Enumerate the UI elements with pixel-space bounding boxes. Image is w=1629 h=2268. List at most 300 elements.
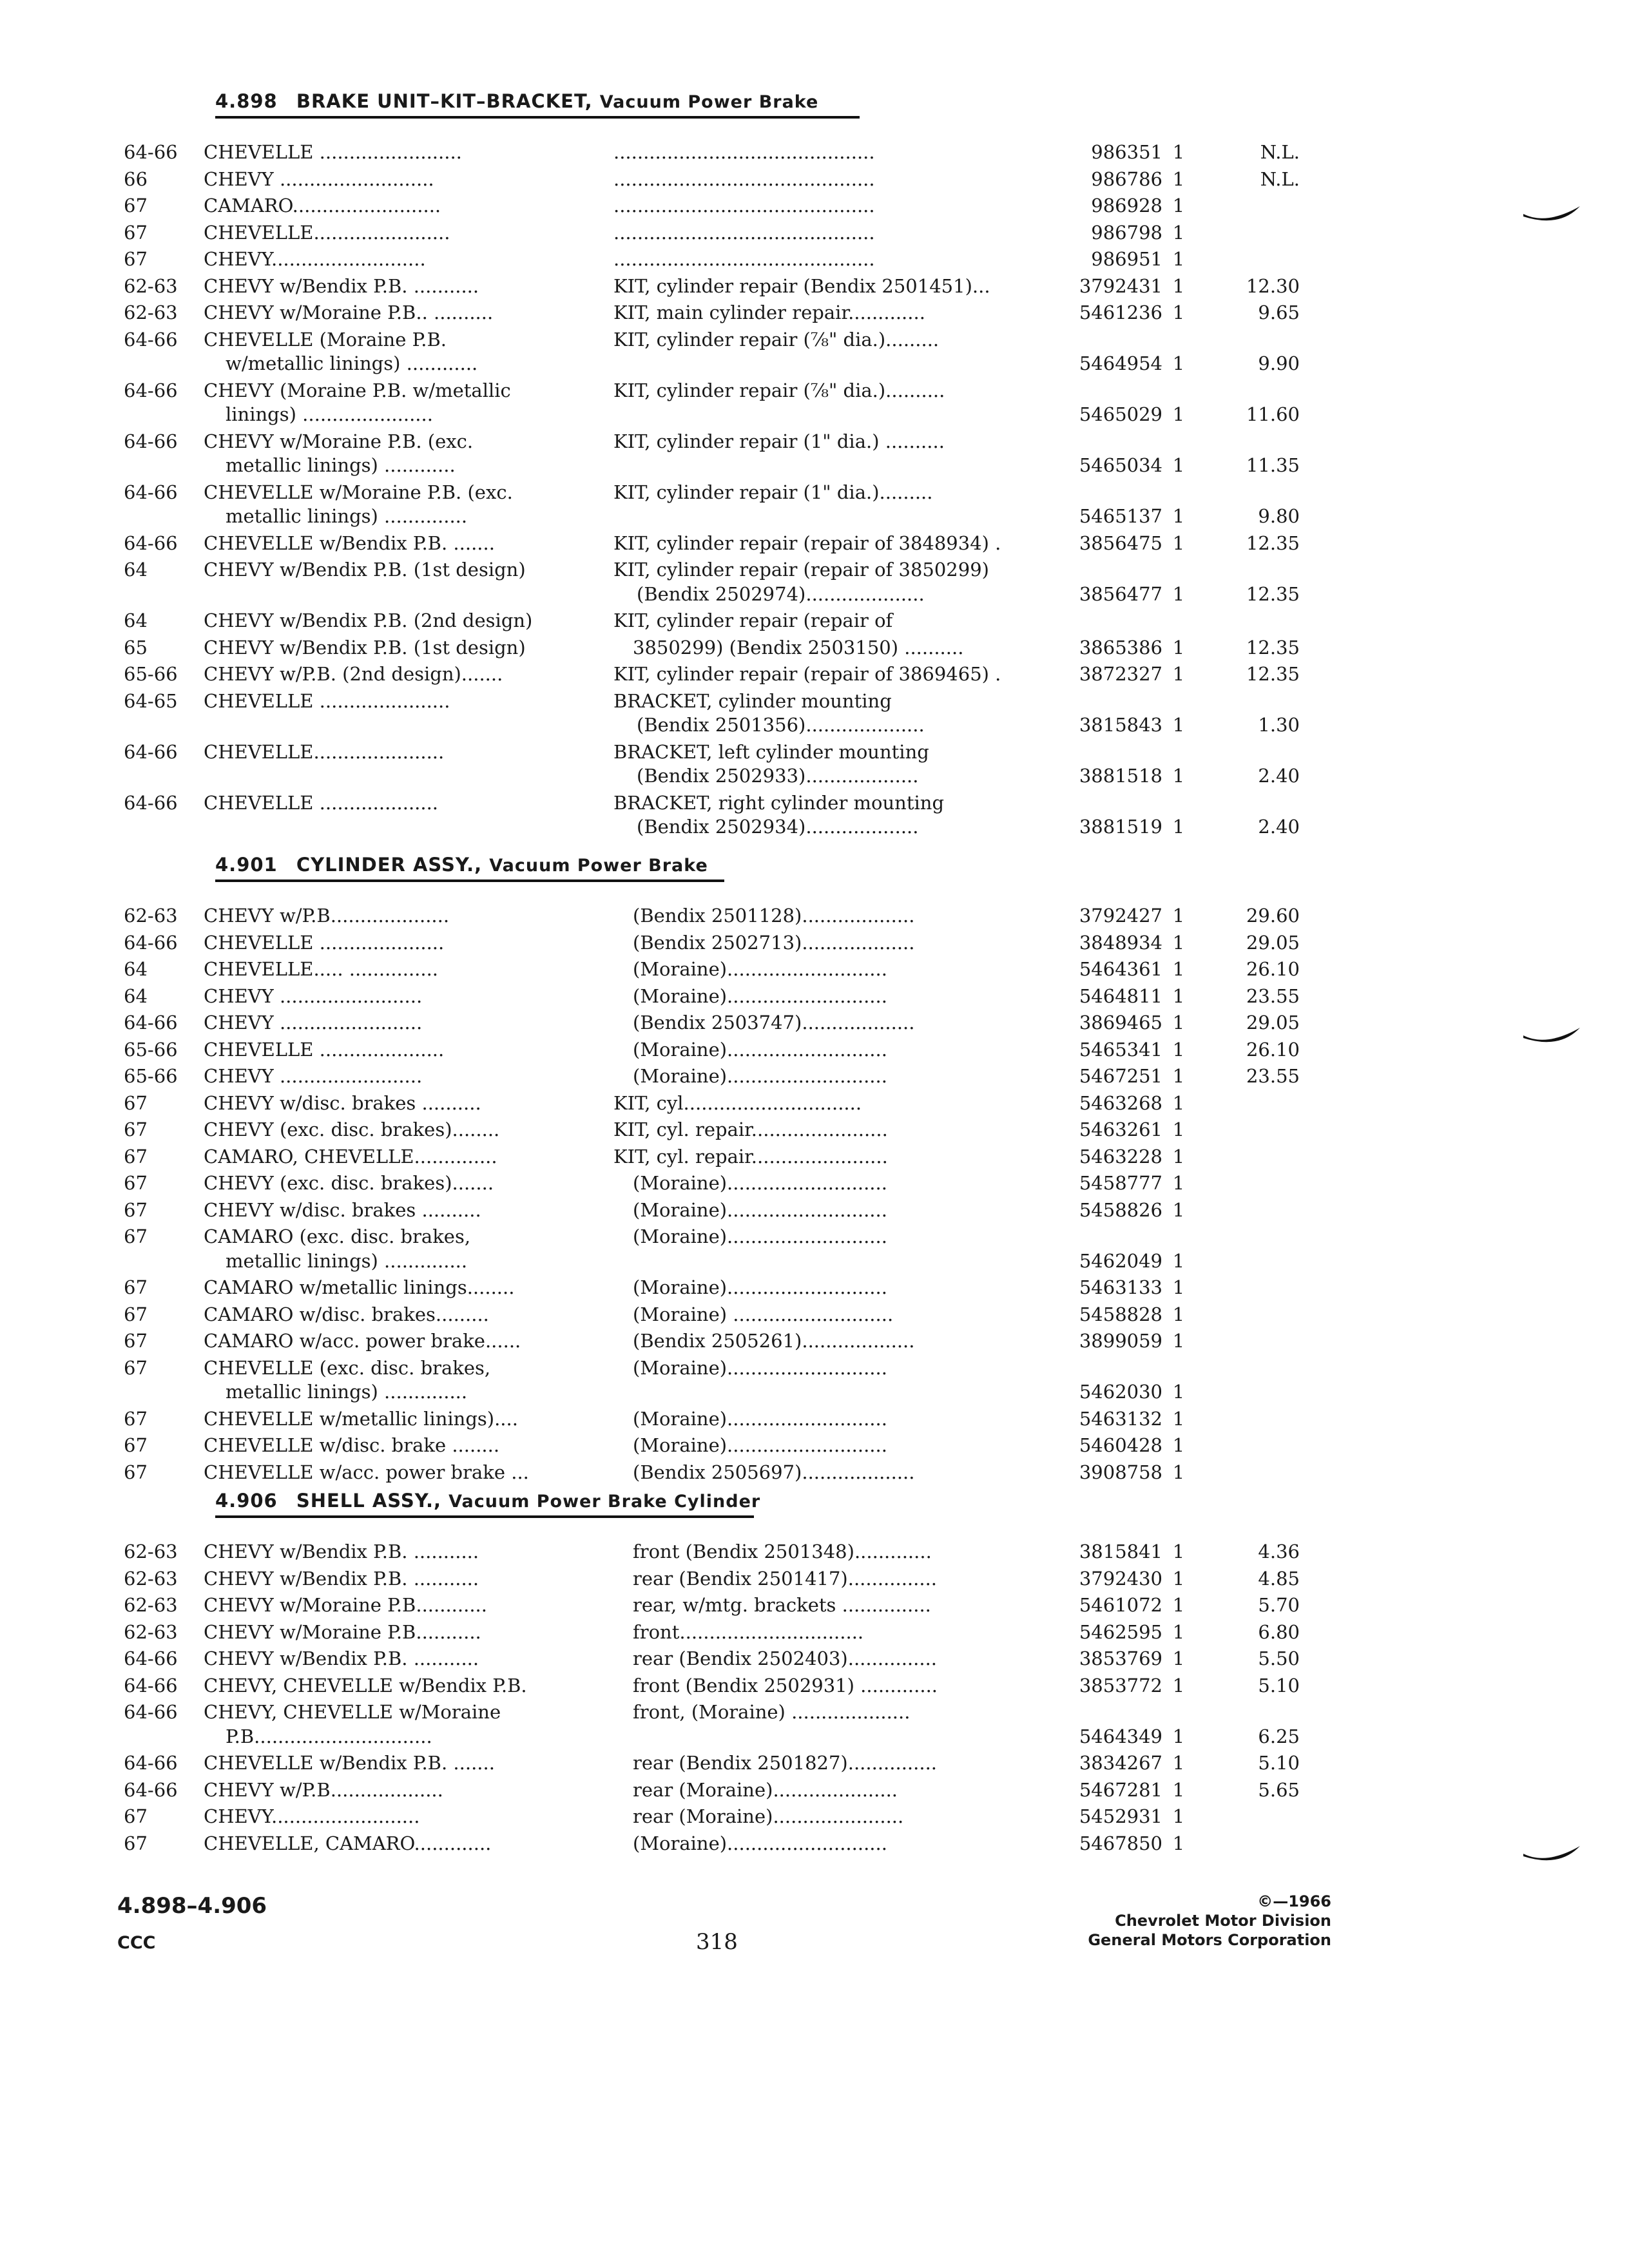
table-row bbox=[117, 904, 1303, 931]
part-number-cell: 3792431 bbox=[1079, 274, 1162, 297]
model-cell bbox=[204, 1064, 590, 1089]
table-row bbox=[117, 1700, 1303, 1751]
description-cell bbox=[613, 481, 1148, 505]
model-line: CHEVY w/Bendix P.B. (1st design) bbox=[204, 636, 526, 658]
year-cell: 64-66 bbox=[124, 481, 178, 503]
quantity-cell: 1 bbox=[1172, 931, 1185, 954]
part-number-cell: 3872327 bbox=[1079, 663, 1162, 685]
quantity-cell: 1 bbox=[1172, 248, 1185, 270]
description-line: rear (Bendix 2502403)............... bbox=[633, 1648, 938, 1669]
model-line: CHEVY ........................ bbox=[204, 1012, 423, 1033]
description-line: KIT, cylinder repair (repair of 3850299) bbox=[613, 559, 989, 581]
model-line: CHEVY w/Bendix P.B. (2nd design) bbox=[204, 610, 533, 631]
part-number-cell: 5463228 bbox=[1079, 1145, 1162, 1168]
year-cell: 62-63 bbox=[124, 1594, 178, 1616]
quantity-cell: 1 bbox=[1172, 985, 1185, 1007]
model-cell bbox=[204, 1407, 590, 1432]
part-number-cell: 3881519 bbox=[1079, 816, 1162, 838]
quantity-cell: 1 bbox=[1172, 195, 1185, 216]
description-line: BRACKET, cylinder mounting bbox=[613, 689, 892, 712]
table-row bbox=[117, 481, 1303, 532]
model-line: metallic linings) .............. bbox=[226, 1249, 468, 1272]
year-cell: 67 bbox=[124, 248, 148, 270]
model-line: CHEVY w/Bendix P.B. ........... bbox=[204, 274, 479, 297]
year-cell: 64-66 bbox=[124, 1648, 178, 1669]
model-line: CHEVY, CHEVELLE w/Moraine bbox=[204, 1701, 501, 1723]
table-row bbox=[117, 1011, 1303, 1038]
table-row bbox=[117, 301, 1303, 328]
model-cell bbox=[204, 931, 590, 956]
section-title: BRAKE UNIT–KIT–BRACKET, bbox=[296, 90, 593, 112]
model-cell bbox=[204, 274, 590, 299]
description-line: KIT, cylinder repair (1" dia.)......... bbox=[613, 481, 933, 503]
year-cell: 67 bbox=[124, 1434, 148, 1456]
quantity-cell: 1 bbox=[1172, 1594, 1185, 1616]
price-cell: 9.90 bbox=[1258, 352, 1300, 374]
table-row bbox=[117, 1567, 1303, 1594]
description-line: front............................... bbox=[633, 1620, 864, 1643]
model-line: CHEVY w/Moraine P.B........... bbox=[204, 1620, 481, 1643]
quantity-cell: 1 bbox=[1172, 663, 1185, 685]
table-row bbox=[117, 1434, 1303, 1461]
model-cell bbox=[204, 1198, 590, 1223]
part-number-cell: 3856475 bbox=[1079, 532, 1162, 554]
quantity-cell: 1 bbox=[1172, 1832, 1185, 1854]
price-cell: 12.35 bbox=[1246, 663, 1300, 685]
year-cell: 64-66 bbox=[124, 791, 178, 814]
model-cell bbox=[204, 194, 590, 218]
model-line: metallic linings) .............. bbox=[226, 505, 468, 527]
table-row bbox=[117, 1751, 1303, 1778]
part-number-cell: 3815843 bbox=[1079, 714, 1162, 736]
table-row bbox=[117, 1276, 1303, 1303]
parts-table bbox=[117, 140, 1303, 842]
quantity-cell: 1 bbox=[1172, 1249, 1185, 1272]
model-line: metallic linings) .............. bbox=[226, 1381, 468, 1403]
description-cell bbox=[613, 379, 1148, 403]
model-cell bbox=[204, 1434, 590, 1458]
part-number-cell: 3908758 bbox=[1079, 1461, 1162, 1483]
quantity-cell: 1 bbox=[1172, 1752, 1185, 1774]
model-line: CAMARO w/acc. power brake...... bbox=[204, 1330, 521, 1352]
model-line: CHEVY w/Bendix P.B. ........... bbox=[204, 1648, 479, 1669]
model-cell bbox=[204, 1778, 590, 1803]
model-line: CHEVY w/Bendix P.B. ........... bbox=[204, 1567, 479, 1590]
section-brake-unit-kit-bracket bbox=[117, 90, 1303, 838]
description-line: KIT, cylinder repair (⅞" dia.).......... bbox=[613, 379, 945, 401]
description-line: KIT, cylinder repair (1" dia.) .......... bbox=[613, 430, 945, 452]
copyright: ©—1966 bbox=[1257, 1892, 1331, 1910]
quantity-cell: 1 bbox=[1172, 1434, 1185, 1456]
description-line: BRACKET, right cylinder mounting bbox=[613, 791, 945, 814]
model-line: CHEVY (exc. disc. brakes)........ bbox=[204, 1119, 500, 1140]
description-line: (Moraine)........................... bbox=[633, 985, 887, 1007]
table-row bbox=[117, 1647, 1303, 1674]
model-line: CHEVELLE ..................... bbox=[204, 931, 445, 954]
model-cell bbox=[204, 740, 590, 765]
description-line: (Moraine)........................... bbox=[633, 958, 887, 980]
model-line: CHEVELLE..... ............... bbox=[204, 958, 439, 980]
model-cell bbox=[204, 532, 590, 556]
table-row bbox=[117, 532, 1303, 559]
table-row bbox=[117, 1303, 1303, 1330]
part-number-cell: 5452931 bbox=[1079, 1805, 1162, 1827]
model-cell bbox=[204, 558, 590, 582]
section-number: 4.906 bbox=[215, 1490, 278, 1512]
part-number-cell: 3865386 bbox=[1079, 636, 1162, 658]
model-line: CHEVELLE w/acc. power brake ... bbox=[204, 1461, 529, 1483]
quantity-cell: 1 bbox=[1172, 168, 1185, 190]
part-number-cell: 3848934 bbox=[1079, 931, 1162, 954]
model-line: CHEVELLE w/disc. brake ........ bbox=[204, 1434, 500, 1456]
description-line: front, (Moraine) .................... bbox=[633, 1701, 911, 1723]
model-line: CHEVY......................... bbox=[204, 1805, 420, 1827]
model-line: CHEVELLE w/Bendix P.B. ....... bbox=[204, 1752, 495, 1774]
model-cell bbox=[204, 957, 590, 982]
section-underline bbox=[215, 879, 724, 882]
year-cell: 62-63 bbox=[124, 302, 178, 323]
table-row bbox=[117, 1145, 1303, 1172]
model-cell bbox=[204, 1700, 590, 1749]
price-cell: 2.40 bbox=[1258, 816, 1300, 838]
description-line: (Moraine)........................... bbox=[633, 1065, 887, 1087]
year-cell: 67 bbox=[124, 1091, 148, 1114]
table-row bbox=[117, 609, 1303, 636]
table-row bbox=[117, 1778, 1303, 1805]
section-number: 4.898 bbox=[215, 90, 278, 112]
model-cell bbox=[204, 1567, 590, 1591]
model-cell bbox=[204, 1540, 590, 1564]
part-number-cell: 986798 bbox=[1091, 221, 1162, 244]
description-line: rear (Bendix 2501827)............... bbox=[633, 1752, 938, 1774]
model-cell bbox=[204, 1751, 590, 1776]
quantity-cell: 1 bbox=[1172, 1038, 1185, 1061]
year-cell: 67 bbox=[124, 1172, 148, 1194]
model-cell bbox=[204, 904, 590, 928]
part-number-cell: 986928 bbox=[1091, 195, 1162, 216]
model-line: CHEVY w/Bendix P.B. ........... bbox=[204, 1541, 479, 1562]
year-cell: 64-66 bbox=[124, 1674, 178, 1696]
year-cell: 67 bbox=[124, 1832, 148, 1854]
model-cell bbox=[204, 1145, 590, 1169]
part-number-cell: 5463261 bbox=[1079, 1119, 1162, 1140]
model-line: CHEVY w/disc. brakes .......... bbox=[204, 1198, 481, 1221]
quantity-cell: 1 bbox=[1172, 1407, 1185, 1430]
model-cell bbox=[204, 791, 590, 816]
description-line: front (Bendix 2501348)............. bbox=[633, 1541, 932, 1562]
description-line: (Bendix 2503747)................... bbox=[633, 1012, 915, 1033]
part-number-cell: 5464349 bbox=[1079, 1725, 1162, 1747]
year-cell: 64-66 bbox=[124, 430, 178, 452]
quantity-cell: 1 bbox=[1172, 582, 1185, 605]
quantity-cell: 1 bbox=[1172, 1091, 1185, 1114]
page-code: CCC bbox=[117, 1933, 156, 1953]
price-cell: 23.55 bbox=[1246, 985, 1300, 1007]
model-line: CHEVY w/P.B.................... bbox=[204, 905, 450, 927]
description-line: (Moraine)........................... bbox=[633, 1225, 887, 1247]
description-line: (Bendix 2505261)................... bbox=[633, 1330, 915, 1352]
table-row bbox=[117, 1329, 1303, 1356]
model-line: CHEVELLE w/Bendix P.B. ....... bbox=[204, 532, 495, 554]
description-line: (Bendix 2501356).................... bbox=[637, 714, 925, 736]
part-number-cell: 5463133 bbox=[1079, 1276, 1162, 1298]
quantity-cell: 1 bbox=[1172, 1330, 1185, 1352]
year-cell: 67 bbox=[124, 1145, 148, 1168]
model-cell bbox=[204, 1832, 590, 1856]
year-cell: 67 bbox=[124, 1119, 148, 1140]
section-header bbox=[215, 1490, 1303, 1515]
part-number-cell: 3834267 bbox=[1079, 1752, 1162, 1774]
description-line: (Moraine) ........................... bbox=[633, 1303, 894, 1325]
model-line: CAMARO, CHEVELLE.............. bbox=[204, 1145, 497, 1168]
part-number-cell: 5463132 bbox=[1079, 1407, 1162, 1430]
description-cell bbox=[613, 328, 1148, 352]
description-line: KIT, cylinder repair (Bendix 2501451)... bbox=[613, 274, 990, 297]
year-cell: 64-66 bbox=[124, 1012, 178, 1033]
description-line: (Moraine)........................... bbox=[633, 1832, 887, 1854]
part-number-cell: 5462030 bbox=[1079, 1381, 1162, 1403]
part-number-cell: 5463268 bbox=[1079, 1091, 1162, 1114]
price-cell: 29.60 bbox=[1246, 905, 1300, 927]
description-line: ............................................ bbox=[613, 141, 875, 163]
year-cell: 62-63 bbox=[124, 905, 178, 927]
price-cell: 6.80 bbox=[1258, 1620, 1300, 1643]
price-cell: 1.30 bbox=[1258, 714, 1300, 736]
model-cell bbox=[204, 379, 590, 427]
table-row bbox=[117, 168, 1303, 195]
part-number-cell: 3869465 bbox=[1079, 1012, 1162, 1033]
model-cell bbox=[204, 1011, 590, 1035]
model-cell bbox=[204, 662, 590, 687]
price-cell: N.L. bbox=[1260, 168, 1300, 190]
table-row bbox=[117, 140, 1303, 168]
price-cell: 29.05 bbox=[1246, 1012, 1300, 1033]
price-cell: 9.65 bbox=[1258, 302, 1300, 323]
part-number-cell: 5465137 bbox=[1079, 505, 1162, 527]
description-line: 3850299) (Bendix 2503150) .......... bbox=[633, 636, 964, 658]
table-row bbox=[117, 379, 1303, 430]
section-title: CYLINDER ASSY., bbox=[296, 854, 483, 876]
quantity-cell: 1 bbox=[1172, 1065, 1185, 1087]
model-cell bbox=[204, 328, 590, 376]
description-line: KIT, cyl. repair....................... bbox=[613, 1119, 888, 1140]
binder-mark-icon bbox=[1521, 1021, 1585, 1053]
description-line: rear, w/mtg. brackets ............... bbox=[633, 1594, 931, 1616]
description-cell bbox=[633, 1225, 1168, 1249]
part-number-cell: 5465341 bbox=[1079, 1038, 1162, 1061]
description-line: (Moraine)........................... bbox=[633, 1172, 887, 1194]
description-line: (Bendix 2502934)................... bbox=[637, 816, 919, 838]
year-cell: 64-66 bbox=[124, 1778, 178, 1801]
model-line: CHEVELLE w/metallic linings).... bbox=[204, 1407, 518, 1430]
section-title: SHELL ASSY., bbox=[296, 1490, 442, 1512]
table-row bbox=[117, 1674, 1303, 1701]
description-line: (Moraine)........................... bbox=[633, 1356, 887, 1379]
year-cell: 62-63 bbox=[124, 274, 178, 297]
table-row bbox=[117, 985, 1303, 1012]
description-line: front (Bendix 2502931) ............. bbox=[633, 1674, 938, 1696]
model-line: CHEVY w/Moraine P.B. (exc. bbox=[204, 430, 474, 452]
year-cell: 67 bbox=[124, 1805, 148, 1827]
part-number-cell: 5464811 bbox=[1079, 985, 1162, 1007]
quantity-cell: 1 bbox=[1172, 958, 1185, 980]
part-number-cell: 5460428 bbox=[1079, 1434, 1162, 1456]
publisher-block bbox=[1088, 1892, 1331, 1950]
year-cell: 64-66 bbox=[124, 1752, 178, 1774]
quantity-cell: 1 bbox=[1172, 765, 1185, 787]
year-cell: 64-66 bbox=[124, 379, 178, 401]
quantity-cell: 1 bbox=[1172, 1276, 1185, 1298]
year-cell: 67 bbox=[124, 195, 148, 216]
table-row bbox=[117, 328, 1303, 379]
quantity-cell: 1 bbox=[1172, 714, 1185, 736]
table-row bbox=[117, 1832, 1303, 1859]
description-line: ............................................ bbox=[613, 248, 875, 270]
model-line: CHEVELLE .................... bbox=[204, 791, 439, 814]
part-number-cell: 5458777 bbox=[1079, 1172, 1162, 1194]
quantity-cell: 1 bbox=[1172, 352, 1185, 374]
description-line: ............................................ bbox=[613, 168, 875, 190]
model-line: CAMARO w/disc. brakes......... bbox=[204, 1303, 489, 1325]
part-number-cell: 3881518 bbox=[1079, 765, 1162, 787]
description-line: (Bendix 2502713)................... bbox=[633, 931, 915, 954]
model-cell bbox=[204, 1171, 590, 1196]
quantity-cell: 1 bbox=[1172, 1648, 1185, 1669]
model-line: CHEVELLE ..................... bbox=[204, 1038, 445, 1061]
price-cell: 12.30 bbox=[1246, 274, 1300, 297]
quantity-cell: 1 bbox=[1172, 274, 1185, 297]
model-cell bbox=[204, 1620, 590, 1645]
model-cell bbox=[204, 1303, 590, 1327]
model-line: CHEVY (Moraine P.B. w/metallic bbox=[204, 379, 511, 401]
model-cell bbox=[204, 1276, 590, 1300]
model-line: CHEVY w/Moraine P.B............ bbox=[204, 1594, 487, 1616]
part-number-cell: 3792427 bbox=[1079, 905, 1162, 927]
model-line: P.B.............................. bbox=[226, 1725, 432, 1747]
year-cell: 64-65 bbox=[124, 689, 178, 712]
part-number-cell: 5464954 bbox=[1079, 352, 1162, 374]
price-cell: 2.40 bbox=[1258, 765, 1300, 787]
table-row bbox=[117, 430, 1303, 481]
year-cell: 67 bbox=[124, 1303, 148, 1325]
description-line: rear (Bendix 2501417)............... bbox=[633, 1567, 938, 1590]
year-cell: 65 bbox=[124, 636, 148, 658]
model-line: CHEVY (exc. disc. brakes)....... bbox=[204, 1172, 494, 1194]
model-line: CHEVY .......................... bbox=[204, 168, 434, 190]
model-cell bbox=[204, 168, 590, 192]
description-line: KIT, cylinder repair (⅞" dia.)......... bbox=[613, 328, 940, 351]
year-cell: 64 bbox=[124, 559, 148, 581]
year-cell: 65-66 bbox=[124, 1065, 178, 1087]
section-underline bbox=[215, 116, 860, 119]
year-cell: 67 bbox=[124, 1276, 148, 1298]
part-number-cell: 5462049 bbox=[1079, 1249, 1162, 1272]
model-cell bbox=[204, 1461, 590, 1485]
table-row bbox=[117, 1038, 1303, 1065]
part-number-cell: 5467850 bbox=[1079, 1832, 1162, 1854]
price-cell: 9.80 bbox=[1258, 505, 1300, 527]
table-row bbox=[117, 636, 1303, 663]
table-row bbox=[117, 1540, 1303, 1567]
quantity-cell: 1 bbox=[1172, 1145, 1185, 1168]
part-number-cell: 5461236 bbox=[1079, 302, 1162, 323]
quantity-cell: 1 bbox=[1172, 1012, 1185, 1033]
description-line: (Bendix 2502974).................... bbox=[637, 582, 925, 605]
model-line: w/metallic linings) ............ bbox=[226, 352, 478, 374]
section-subtitle: Vacuum Power Brake bbox=[489, 856, 708, 876]
model-cell bbox=[204, 636, 590, 660]
price-cell: 12.35 bbox=[1246, 582, 1300, 605]
part-number-cell: 5467251 bbox=[1079, 1065, 1162, 1087]
description-line: KIT, main cylinder repair............. bbox=[613, 302, 925, 323]
table-row bbox=[117, 1461, 1303, 1488]
description-line: (Moraine)........................... bbox=[633, 1434, 887, 1456]
part-number-cell: 5458828 bbox=[1079, 1303, 1162, 1325]
model-cell bbox=[204, 1091, 590, 1116]
model-cell bbox=[204, 985, 590, 1009]
model-line: CAMARO w/metallic linings........ bbox=[204, 1276, 515, 1298]
quantity-cell: 1 bbox=[1172, 1198, 1185, 1221]
table-row bbox=[117, 1356, 1303, 1407]
model-cell bbox=[204, 481, 590, 529]
quantity-cell: 1 bbox=[1172, 403, 1185, 425]
quantity-cell: 1 bbox=[1172, 905, 1185, 927]
part-number-cell: 3853772 bbox=[1079, 1674, 1162, 1696]
price-cell: 11.60 bbox=[1246, 403, 1300, 425]
year-cell: 64 bbox=[124, 610, 148, 631]
price-cell: 26.10 bbox=[1246, 958, 1300, 980]
price-cell: 5.10 bbox=[1258, 1752, 1300, 1774]
description-line: (Bendix 2502933)................... bbox=[637, 765, 919, 787]
model-line: CHEVELLE....................... bbox=[204, 221, 450, 244]
year-cell: 64-66 bbox=[124, 532, 178, 554]
description-line: rear (Moraine)...................... bbox=[633, 1805, 904, 1827]
description-line: (Bendix 2501128)................... bbox=[633, 905, 915, 927]
part-number-cell: 986351 bbox=[1091, 141, 1162, 163]
model-cell bbox=[204, 221, 590, 245]
year-cell: 64-66 bbox=[124, 740, 178, 763]
model-line: metallic linings) ............ bbox=[226, 454, 456, 476]
model-cell bbox=[204, 1356, 590, 1405]
table-row bbox=[117, 662, 1303, 689]
part-number-cell: 3856477 bbox=[1079, 582, 1162, 605]
description-line: ............................................ bbox=[613, 221, 875, 244]
section-cylinder-assy bbox=[117, 854, 1303, 1483]
price-cell: 29.05 bbox=[1246, 931, 1300, 954]
table-row bbox=[117, 558, 1303, 609]
price-cell: 6.25 bbox=[1258, 1725, 1300, 1747]
parts-table bbox=[117, 904, 1303, 1487]
year-cell: 64-66 bbox=[124, 141, 178, 163]
quantity-cell: 1 bbox=[1172, 816, 1185, 838]
price-cell: 11.35 bbox=[1246, 454, 1300, 476]
model-cell bbox=[204, 1647, 590, 1671]
section-underline bbox=[215, 1515, 754, 1518]
table-row bbox=[117, 1407, 1303, 1434]
quantity-cell: 1 bbox=[1172, 221, 1185, 244]
quantity-cell: 1 bbox=[1172, 1725, 1185, 1747]
year-cell: 64-66 bbox=[124, 328, 178, 351]
model-line: CHEVY.......................... bbox=[204, 248, 426, 270]
quantity-cell: 1 bbox=[1172, 1541, 1185, 1562]
model-line: CHEVY ........................ bbox=[204, 1065, 423, 1087]
price-cell: 5.50 bbox=[1258, 1648, 1300, 1669]
part-number-cell: 5461072 bbox=[1079, 1594, 1162, 1616]
part-number-cell: 986951 bbox=[1091, 248, 1162, 270]
year-cell: 67 bbox=[124, 1330, 148, 1352]
part-number-cell: 5462595 bbox=[1079, 1620, 1162, 1643]
table-row bbox=[117, 689, 1303, 740]
